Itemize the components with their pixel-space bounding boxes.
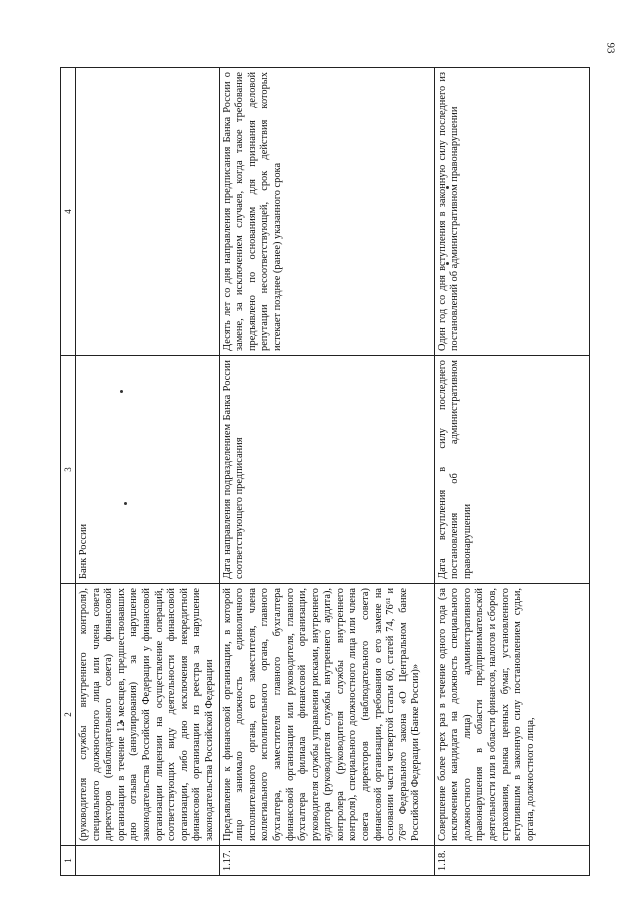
term-cell — [76, 68, 220, 356]
condition-cell: Совершение более трех раз в течение одного года (за исключением кандидата на должность специального должностного лица) административного правонарушения в области предпринимательской деятельности или в области финансов, налогов и сборов, страхования, рынка ценных бумаг, установленного вступившим в законную силу постановлением судьи, органа, должностного лица, — [434, 584, 589, 846]
condition-cell: (руководителя службы внутреннего контроля), специального должностного лица или члена совета директоров (наблюдательного совета) финансовой организации в течение 12 месяцев, предшествовавших дню отзыва (аннулирования) за нарушение законодательства Российской Федерации у финансовой организации лицензии на осуществление операций, соответствующих виду деятельности финансовой организации, либо дню исключения некредитной финансовой организации из реестра за нарушение законодательства Российской Федерации — [76, 584, 220, 846]
row-number: 1.18. — [434, 846, 589, 876]
table-row — [219, 68, 434, 876]
table-header-row — [61, 68, 76, 876]
document-page — [60, 68, 560, 876]
term-cell: Один год со дня вступления в законную силу последнего из постановлений об административном правонарушении — [434, 68, 589, 356]
row-number — [76, 846, 220, 876]
table-row — [76, 68, 220, 876]
row-number: 1.17. — [219, 846, 434, 876]
regulation-table — [60, 67, 590, 876]
condition-cell: Предъявление к финансовой организации, в которой лицо занимало должность единоличного исполнительного органа, его заместителя, члена коллегиального исполнительного органа, главного бухгалтера, заместителя главного бухгалтера финансовой организации или руководителя, главного бухгалтера филиала финансовой организации, руководителя службы управления рисками, внутреннего аудитора (руководителя службы внутреннего аудита), контролера (руководителя службы внутреннего контроля), специального должностного лица или члена совета директоров (наблюдательного совета) финансовой организации, требования о его замене на основании части четвертой статьи 60, статей 74, 76⁶¹ и 76⁹³ Федерального закона «О Центральном банке Российской Федерации (Банке России)» — [219, 584, 434, 846]
start-date-cell: Дата направления подразделением Банка России соответствующего предписания — [219, 356, 434, 584]
header-cell: 2 — [61, 584, 76, 846]
header-cell: 3 — [61, 356, 76, 584]
start-date-cell: Банк России — [76, 356, 220, 584]
term-cell: Десять лет со дня направления предписания Банка России о замене, за исключением случаев, когда такое требование предъявлено по основаниям для признания деловой репутации несоответствующей, срок действия которых истекает позднее (ранее) указанного срока — [219, 68, 434, 356]
header-cell: 4 — [61, 68, 76, 356]
start-date-cell: Дата вступления в силу последнего постановления об административном правонарушении — [434, 356, 589, 584]
table-row — [434, 68, 589, 876]
page-number: 93 — [604, 42, 617, 54]
header-cell: 1 — [61, 846, 76, 876]
